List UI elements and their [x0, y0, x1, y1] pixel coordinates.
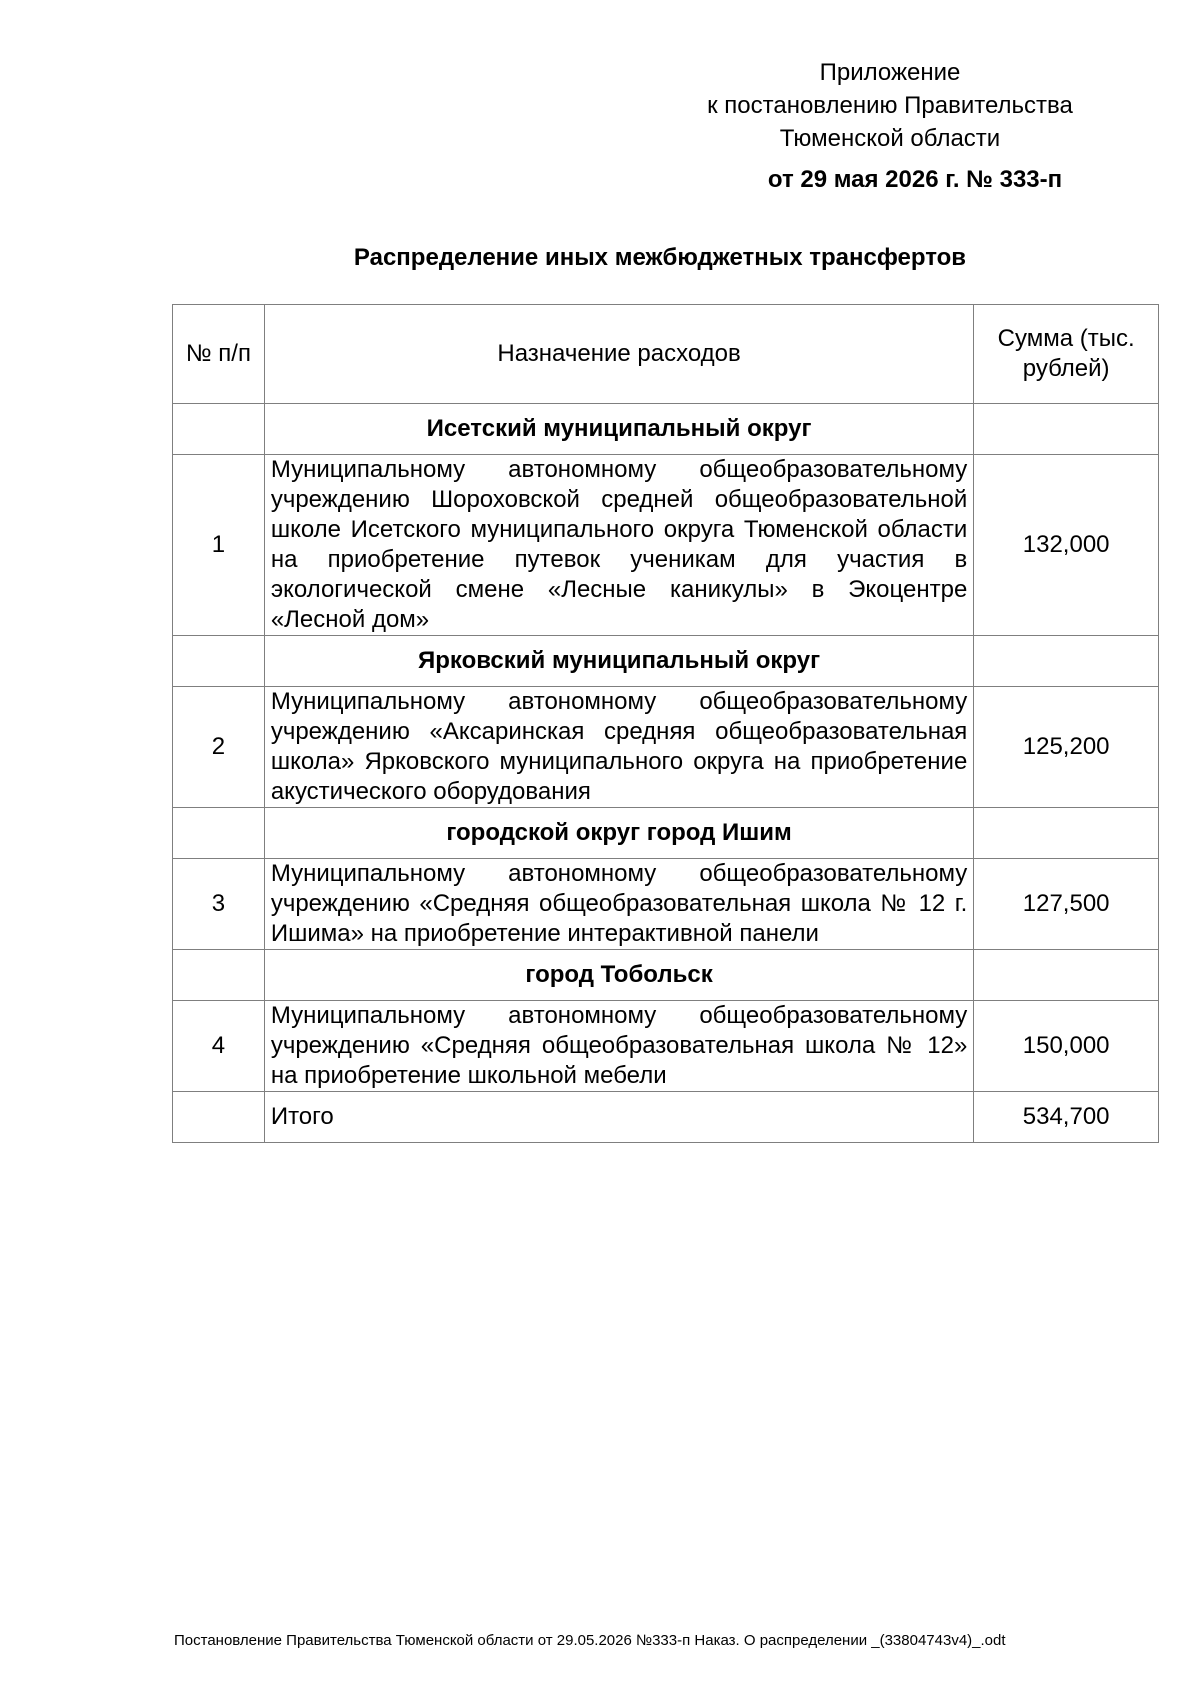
row-purpose: Муниципальному автономному общеобразовательному учреждению Шороховской средней общеобразовательной школе Исетского муниципального округа Тюменской области на приобретение путевок ученикам для участия в экологической смене «Лесные каникулы» в Экоцентре «Лесной дом» — [264, 455, 973, 636]
group-row — [173, 808, 1159, 859]
row-sum: 150,000 — [974, 1001, 1159, 1092]
group-row — [173, 950, 1159, 1001]
group-row — [173, 404, 1159, 455]
total-sum: 534,700 — [974, 1092, 1159, 1143]
transfers-table — [172, 304, 1159, 1143]
group-empty-sum — [974, 636, 1159, 687]
row-sum: 127,500 — [974, 859, 1159, 950]
row-num: 1 — [173, 455, 265, 636]
group-empty-num — [173, 404, 265, 455]
header-sum: Сумма (тыс. рублей) — [974, 305, 1159, 404]
row-sum: 125,200 — [974, 687, 1159, 808]
document-title: Распределение иных межбюджетных трансфертов — [353, 244, 967, 271]
group-row — [173, 636, 1159, 687]
group-empty-num — [173, 636, 265, 687]
group-empty-sum — [974, 808, 1159, 859]
row-num: 4 — [173, 1001, 265, 1092]
row-num: 2 — [173, 687, 265, 808]
appendix-region: Тюменской области — [779, 125, 1001, 152]
appendix-reference: к постановлению Правительства — [707, 92, 1073, 119]
appendix-date: от 29 мая 2026 г. № 333-п — [767, 166, 1063, 193]
header-purpose: Назначение расходов — [264, 305, 973, 404]
group-empty-num — [173, 808, 265, 859]
group-empty-sum — [974, 950, 1159, 1001]
table-row — [173, 455, 1159, 636]
appendix-block — [600, 56, 1180, 196]
group-empty-num — [173, 950, 265, 1001]
group-name: город Тобольск — [264, 950, 973, 1001]
appendix-title: Приложение — [819, 59, 961, 86]
group-name: Ярковский муниципальный округ — [264, 636, 973, 687]
table-header-row — [173, 305, 1159, 404]
header-num: № п/п — [173, 305, 265, 404]
row-purpose: Муниципальному автономному общеобразовательному учреждению «Средняя общеобразовательная школа № 12 г. Ишима» на приобретение интерактивной панели — [264, 859, 973, 950]
row-purpose: Муниципальному автономному общеобразовательному учреждению «Средняя общеобразовательная школа № 12» на приобретение школьной мебели — [264, 1001, 973, 1092]
total-label: Итого — [264, 1092, 973, 1143]
total-empty-num — [173, 1092, 265, 1143]
group-empty-sum — [974, 404, 1159, 455]
table-row — [173, 687, 1159, 808]
group-name: Исетский муниципальный округ — [264, 404, 973, 455]
row-num: 3 — [173, 859, 265, 950]
total-row — [173, 1092, 1159, 1143]
page-footer: Постановление Правительства Тюменской области от 29.05.2026 №333-п Наказ. О распределении _(33804743v4)_.odt — [174, 1632, 1006, 1649]
row-purpose: Муниципальному автономному общеобразовательному учреждению «Аксаринская средняя общеобразовательная школа» Ярковского муниципального округа на приобретение акустического оборудования — [264, 687, 973, 808]
row-sum: 132,000 — [974, 455, 1159, 636]
group-name: городской округ город Ишим — [264, 808, 973, 859]
table-row — [173, 859, 1159, 950]
table-row — [173, 1001, 1159, 1092]
